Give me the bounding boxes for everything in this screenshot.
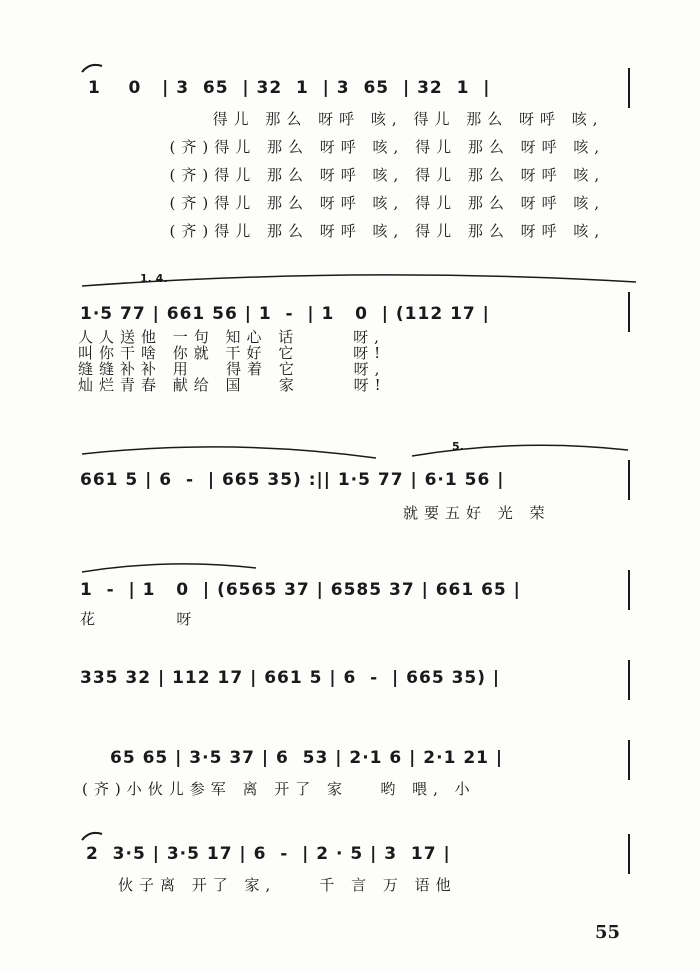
- barline-end: [628, 460, 630, 500]
- lyric-line: 伙子离 开了 家, 千 言 万 语他: [118, 876, 457, 894]
- lyric-line: 就要五好 光 荣: [80, 504, 551, 522]
- breath-mark: [80, 60, 120, 74]
- lyric-verse-5: (齐)得儿 那么 呀呼 咳, 得儿 那么 呀呼 咳,: [148, 222, 606, 240]
- barline-end: [628, 660, 630, 700]
- lyric-verse-1: 人人送他 一句 知心 话 呀,: [78, 328, 385, 346]
- phrase-slur: [80, 440, 380, 460]
- lyric-verse-3: 缝缝补补 用 得着 它 呀,: [78, 360, 386, 378]
- page-number: 55: [594, 922, 620, 943]
- breath-mark: [80, 828, 110, 842]
- barline-end: [628, 570, 630, 610]
- barline-end: [628, 740, 630, 780]
- lyric-verse-2: (齐)得儿 那么 呀呼 咳, 得儿 那么 呀呼 咳,: [148, 138, 606, 156]
- notes-line: 1·5 77 | 661 56 | 1 - | 1 0 | (112 17 |: [80, 304, 490, 324]
- lyric-verse-4: 灿烂青春 献给 国 家 呀!: [78, 376, 387, 394]
- lyric-verse-4: (齐)得儿 那么 呀呼 咳, 得儿 那么 呀呼 咳,: [148, 194, 606, 212]
- notes-line: 661 5 | 6 - | 665 35) :|| 1·5 77 | 6·1 56 |: [80, 470, 505, 490]
- lyric-line: (齐)小伙儿参军 离 开了 家 哟 喂, 小: [82, 780, 476, 798]
- volta-bracket-2: [410, 440, 630, 460]
- notes-line: 65 65 | 3·5 37 | 6 53 | 2·1 6 | 2·1 21 |: [110, 748, 504, 768]
- tie-slur: [80, 560, 260, 576]
- lyric-verse-2: 叫你干啥 你就 干好 它 呀!: [78, 344, 387, 362]
- barline-end: [628, 834, 630, 874]
- lyric-verse-1: 得儿 那么 呀呼 咳, 得儿 那么 呀呼 咳,: [148, 110, 604, 128]
- notes-line: 1 - | 1 0 | (6565 37 | 6585 37 | 661 65 |: [80, 580, 521, 600]
- notes-line: 2 3·5 | 3·5 17 | 6 - | 2 · 5 | 3 17 |: [86, 844, 451, 864]
- volta-marker: 5.: [452, 440, 464, 453]
- barline-end: [628, 292, 630, 332]
- lyric-verse-3: (齐)得儿 那么 呀呼 咳, 得儿 那么 呀呼 咳,: [148, 166, 606, 184]
- volta-marker: 1. 4.: [140, 272, 168, 285]
- notes-line: 335 32 | 112 17 | 661 5 | 6 - | 665 35) |: [80, 668, 501, 688]
- lyric-line: 花 呀: [80, 610, 198, 628]
- notes-line: 1 0 | 3 65 | 32 1 | 3 65 | 32 1 |: [88, 78, 491, 98]
- barline-end: [628, 68, 630, 108]
